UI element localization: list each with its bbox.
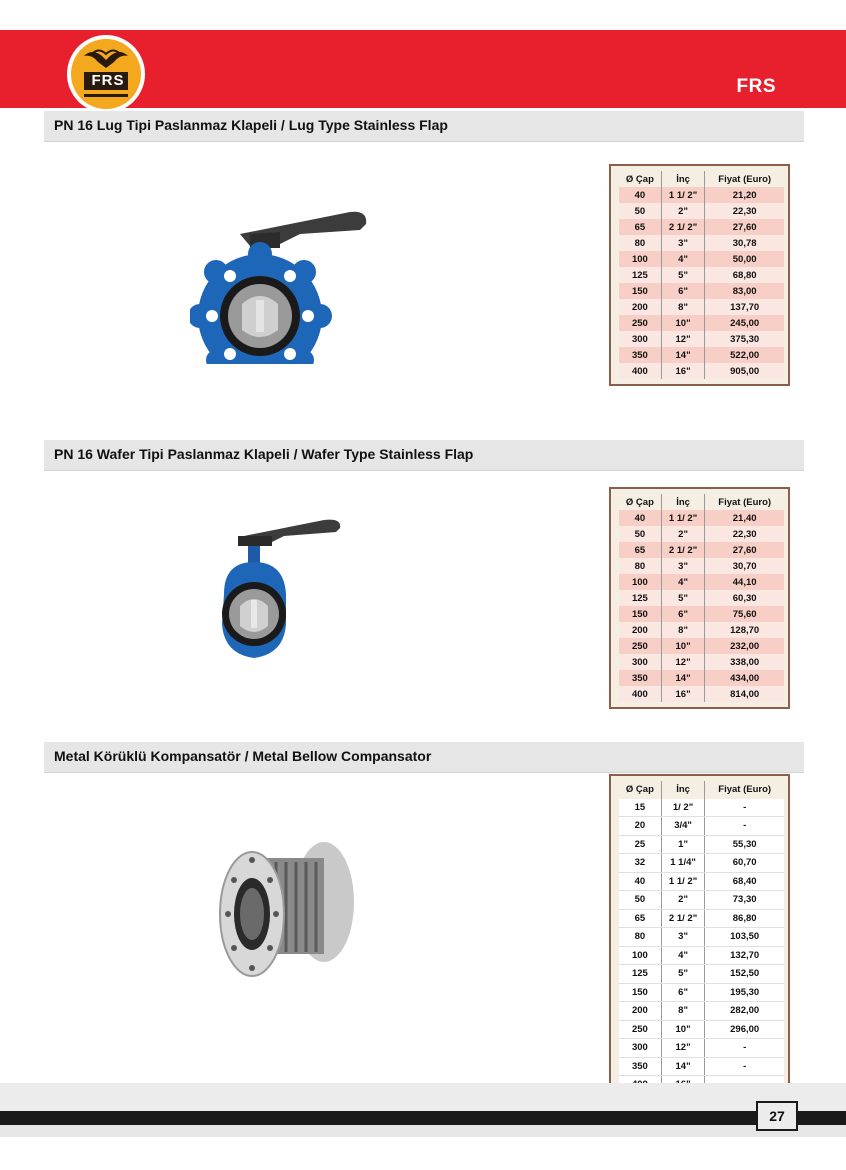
table-row (619, 283, 784, 299)
diameter-cell: 300 (619, 1039, 661, 1058)
table-row (619, 1039, 784, 1058)
table-row (619, 558, 784, 574)
inch-cell: 5" (661, 267, 705, 283)
table-row (619, 606, 784, 622)
inch-cell: 3" (661, 558, 705, 574)
table-row (619, 1002, 784, 1021)
diameter-cell: 65 (619, 219, 661, 235)
price-cell: 103,50 (705, 928, 784, 947)
compensator-image (218, 840, 358, 980)
price-cell: 68,80 (705, 267, 784, 283)
table-row (619, 331, 784, 347)
inch-cell: 14" (661, 1057, 705, 1076)
inch-cell: 2" (661, 891, 705, 910)
inch-cell: 16" (661, 363, 705, 379)
price-table-lug (609, 164, 790, 386)
diameter-cell: 50 (619, 203, 661, 219)
diameter-cell: 80 (619, 928, 661, 947)
table-row (619, 510, 784, 526)
price-cell: - (705, 817, 784, 836)
price-cell: 522,00 (705, 347, 784, 363)
section-title: Metal Körüklü Kompansatör / Metal Bellow Compansator (54, 748, 432, 764)
price-cell: 60,70 (705, 854, 784, 873)
price-cell: - (705, 799, 784, 817)
inch-cell: 2 1/ 2" (661, 542, 705, 558)
diameter-cell: 300 (619, 654, 661, 670)
section-title: PN 16 Wafer Tipi Paslanmaz Klapeli / Wafer Type Stainless Flap (54, 446, 474, 462)
table-row (619, 817, 784, 836)
diameter-cell: 200 (619, 299, 661, 315)
price-cell: 21,20 (705, 187, 784, 203)
inch-cell: 5" (661, 590, 705, 606)
inch-cell: 3" (661, 928, 705, 947)
price-cell: 44,10 (705, 574, 784, 590)
price-cell: 86,80 (705, 909, 784, 928)
column-header: Ø Çap (619, 494, 661, 510)
price-cell: 22,30 (705, 203, 784, 219)
column-header: İnç (661, 781, 705, 799)
table-row (619, 835, 784, 854)
price-table-compensator (609, 774, 790, 1102)
table-row (619, 526, 784, 542)
section-bar-lug (44, 111, 804, 142)
table-row (619, 267, 784, 283)
diameter-cell: 250 (619, 638, 661, 654)
table-row (619, 187, 784, 203)
logo-text: FRS (91, 72, 125, 89)
price-cell: 83,00 (705, 283, 784, 299)
price-cell: 75,60 (705, 606, 784, 622)
inch-cell: 1 1/4" (661, 854, 705, 873)
table-row (619, 638, 784, 654)
diameter-cell: 125 (619, 590, 661, 606)
inch-cell: 1 1/ 2" (661, 187, 705, 203)
table-row (619, 928, 784, 947)
footer-bottom-band (0, 1125, 846, 1137)
table-row (619, 622, 784, 638)
price-cell: 30,78 (705, 235, 784, 251)
table-row (619, 235, 784, 251)
price-cell: 814,00 (705, 686, 784, 702)
lug-valve-image (190, 204, 380, 364)
diameter-cell: 125 (619, 965, 661, 984)
diameter-cell: 200 (619, 622, 661, 638)
price-cell: 22,30 (705, 526, 784, 542)
table-row (619, 590, 784, 606)
price-cell: 338,00 (705, 654, 784, 670)
price-cell: 232,00 (705, 638, 784, 654)
price-cell: - (705, 1039, 784, 1058)
diameter-cell: 65 (619, 909, 661, 928)
table-row (619, 203, 784, 219)
price-cell: 434,00 (705, 670, 784, 686)
table-row (619, 654, 784, 670)
column-header: Ø Çap (619, 781, 661, 799)
page-number: 27 (756, 1101, 798, 1131)
table-row (619, 1057, 784, 1076)
price-cell: 60,30 (705, 590, 784, 606)
inch-cell: 8" (661, 622, 705, 638)
diameter-cell: 15 (619, 799, 661, 817)
column-header: İnç (661, 494, 705, 510)
price-cell: 282,00 (705, 1002, 784, 1021)
inch-cell: 2" (661, 526, 705, 542)
price-table-wafer (609, 487, 790, 709)
price-cell: 296,00 (705, 1020, 784, 1039)
inch-cell: 2 1/ 2" (661, 219, 705, 235)
table-row (619, 1020, 784, 1039)
price-cell: 245,00 (705, 315, 784, 331)
table-row (619, 891, 784, 910)
diameter-cell: 40 (619, 872, 661, 891)
diameter-cell: 250 (619, 1020, 661, 1039)
inch-cell: 4" (661, 946, 705, 965)
price-cell: 50,00 (705, 251, 784, 267)
inch-cell: 16" (661, 686, 705, 702)
inch-cell: 12" (661, 654, 705, 670)
price-cell: 68,40 (705, 872, 784, 891)
diameter-cell: 400 (619, 363, 661, 379)
inch-cell: 6" (661, 606, 705, 622)
diameter-cell: 25 (619, 835, 661, 854)
footer-band (0, 1083, 846, 1111)
diameter-cell: 250 (619, 315, 661, 331)
price-cell: 27,60 (705, 219, 784, 235)
diameter-cell: 350 (619, 347, 661, 363)
diameter-cell: 100 (619, 946, 661, 965)
table-row (619, 965, 784, 984)
diameter-cell: 100 (619, 251, 661, 267)
diameter-cell: 300 (619, 331, 661, 347)
diameter-cell: 100 (619, 574, 661, 590)
inch-cell: 12" (661, 331, 705, 347)
table-row (619, 799, 784, 817)
price-cell: 27,60 (705, 542, 784, 558)
inch-cell: 8" (661, 299, 705, 315)
diameter-cell: 50 (619, 891, 661, 910)
table-row (619, 872, 784, 891)
price-cell: 55,30 (705, 835, 784, 854)
table-row (619, 251, 784, 267)
price-cell: 195,30 (705, 983, 784, 1002)
column-header: Ø Çap (619, 171, 661, 187)
brand-name: FRS (736, 76, 776, 97)
price-cell: 905,00 (705, 363, 784, 379)
frs-logo (62, 34, 152, 116)
table-row (619, 909, 784, 928)
diameter-cell: 125 (619, 267, 661, 283)
price-cell: 375,30 (705, 331, 784, 347)
table-row (619, 946, 784, 965)
diameter-cell: 350 (619, 670, 661, 686)
diameter-cell: 200 (619, 1002, 661, 1021)
diameter-cell: 32 (619, 854, 661, 873)
wafer-valve-image (214, 514, 354, 664)
diameter-cell: 150 (619, 983, 661, 1002)
diameter-cell: 20 (619, 817, 661, 836)
price-cell: 73,30 (705, 891, 784, 910)
inch-cell: 10" (661, 1020, 705, 1039)
table-row (619, 315, 784, 331)
table-row (619, 983, 784, 1002)
price-cell: 152,50 (705, 965, 784, 984)
inch-cell: 4" (661, 251, 705, 267)
inch-cell: 12" (661, 1039, 705, 1058)
inch-cell: 5" (661, 965, 705, 984)
price-cell: 30,70 (705, 558, 784, 574)
price-cell: - (705, 1057, 784, 1076)
inch-cell: 10" (661, 315, 705, 331)
inch-cell: 6" (661, 283, 705, 299)
price-cell: 21,40 (705, 510, 784, 526)
table-row (619, 670, 784, 686)
inch-cell: 14" (661, 670, 705, 686)
table-row (619, 686, 784, 702)
table-row (619, 363, 784, 379)
footer-dark-stripe (0, 1111, 846, 1125)
diameter-cell: 400 (619, 686, 661, 702)
section-title: PN 16 Lug Tipi Paslanmaz Klapeli / Lug Type Stainless Flap (54, 117, 448, 133)
diameter-cell: 50 (619, 526, 661, 542)
inch-cell: 4" (661, 574, 705, 590)
inch-cell: 1 1/ 2" (661, 510, 705, 526)
diameter-cell: 80 (619, 235, 661, 251)
column-header: İnç (661, 171, 705, 187)
table-row (619, 299, 784, 315)
diameter-cell: 80 (619, 558, 661, 574)
inch-cell: 2 1/ 2" (661, 909, 705, 928)
inch-cell: 1" (661, 835, 705, 854)
column-header: Fiyat (Euro) (705, 494, 784, 510)
inch-cell: 3/4" (661, 817, 705, 836)
column-header: Fiyat (Euro) (705, 171, 784, 187)
inch-cell: 1 1/ 2" (661, 872, 705, 891)
inch-cell: 8" (661, 1002, 705, 1021)
price-cell: 132,70 (705, 946, 784, 965)
inch-cell: 10" (661, 638, 705, 654)
inch-cell: 14" (661, 347, 705, 363)
table-row (619, 347, 784, 363)
diameter-cell: 65 (619, 542, 661, 558)
inch-cell: 1/ 2" (661, 799, 705, 817)
inch-cell: 3" (661, 235, 705, 251)
section-bar-wafer (44, 440, 804, 471)
table-row (619, 542, 784, 558)
column-header: Fiyat (Euro) (705, 781, 784, 799)
diameter-cell: 150 (619, 606, 661, 622)
diameter-cell: 40 (619, 510, 661, 526)
table-row (619, 574, 784, 590)
price-cell: 137,70 (705, 299, 784, 315)
price-cell: 128,70 (705, 622, 784, 638)
table-row (619, 854, 784, 873)
table-row (619, 219, 784, 235)
diameter-cell: 350 (619, 1057, 661, 1076)
diameter-cell: 40 (619, 187, 661, 203)
inch-cell: 2" (661, 203, 705, 219)
section-bar-compensator (44, 742, 804, 773)
inch-cell: 6" (661, 983, 705, 1002)
diameter-cell: 150 (619, 283, 661, 299)
